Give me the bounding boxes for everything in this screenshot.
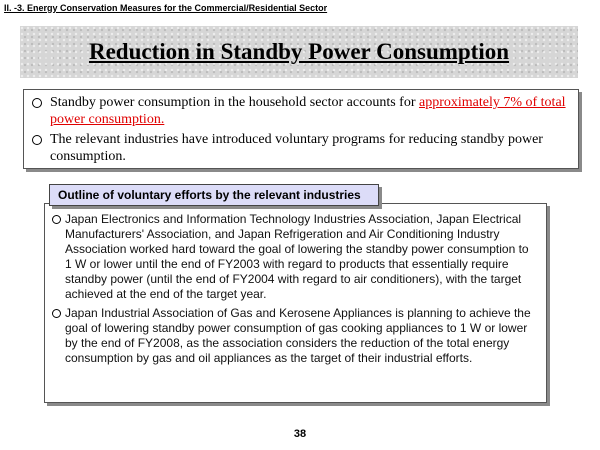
outline-heading: Outline of voluntary efforts by the relevant industries xyxy=(49,184,379,206)
circle-bullet-icon xyxy=(52,215,61,224)
circle-bullet-icon xyxy=(52,309,61,318)
page-number: 38 xyxy=(293,428,307,440)
outline-item-text: Japan Industrial Association of Gas and Kerosene Appliances is planning to achieve the goal of lowering standby power consumption of gas cooking appliances to 1 W or lower by the end of FY2008, as the association considers the reduction of the total energy consumption by gas and oil appliances as the target of their industrial efforts. xyxy=(65,306,531,365)
summary-text: The relevant industries have introduced voluntary programs for reducing standby power consumption. xyxy=(50,132,543,164)
summary-box xyxy=(23,89,579,169)
outline-item-text: Japan Electronics and Information Technology Industries Association, Japan Electrical Manufacturers' Association, and Japan Refrigeration and Air Conditioning Industry Association worked hard toward the goal of lowering the standby power consumption to 1 W or lower until the end of FY2003 with regard to products that essentially require standby power (until the end of FY2004 with regard to air conditioners), with the target achieved at the end of the target year. xyxy=(65,212,529,301)
summary-text xyxy=(50,94,570,128)
highlighted-percentage: approximately 7% of total power consumption. xyxy=(50,95,566,127)
circle-bullet-icon xyxy=(32,98,42,108)
circle-bullet-icon xyxy=(32,135,42,145)
outline-item xyxy=(51,306,536,366)
section-label: II. -3. Energy Conservation Measures for the Commercial/Residential Sector xyxy=(4,3,328,13)
outline-item xyxy=(51,212,536,302)
summary-text-prefix: Standby power consumption in the household sector accounts for xyxy=(50,95,419,110)
summary-item xyxy=(30,131,570,165)
title-band xyxy=(20,26,578,78)
outline-box xyxy=(44,203,547,403)
summary-item xyxy=(30,94,570,128)
page-title: Reduction in Standby Power Consumption xyxy=(88,39,510,64)
